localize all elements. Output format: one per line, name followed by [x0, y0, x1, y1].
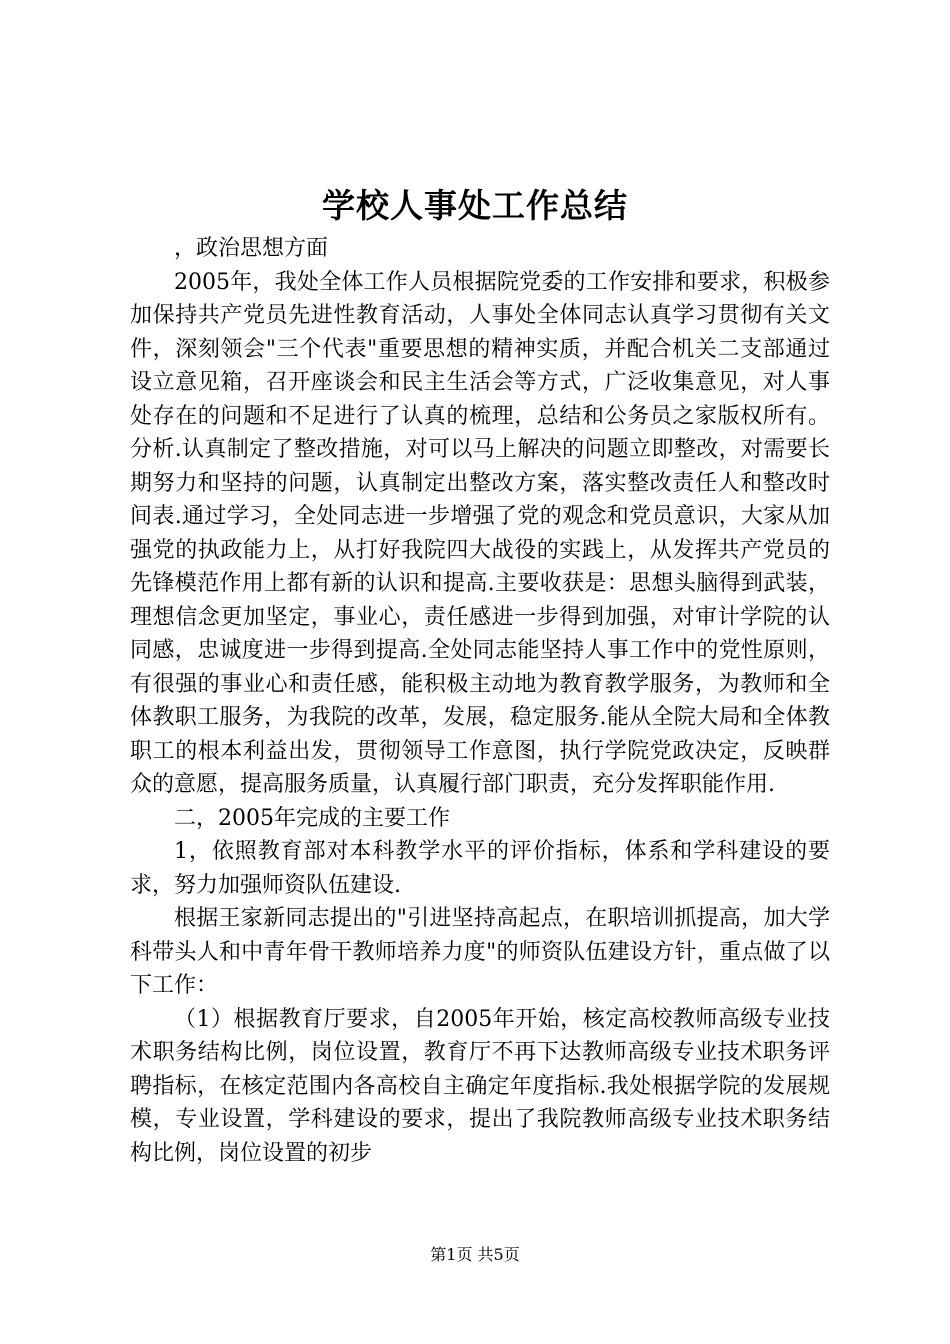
paragraph-main-work-heading: 二，2005年完成的主要工作 — [174, 805, 450, 831]
paragraph-subitem-1: （1）根据教育厅要求，自2005年开始，核定高校教师高级专业技术职务结构比例，岗位设置，教育厅不再下达教师高级专业技术职务评聘指标，在核定范围内各高校自主确定年度指标.我处根据学院的发展规模，专业设置，学科建设的要求，提出了我院教师高级专业技术职务结构比例，岗位设置的初步 — [130, 1006, 830, 1166]
page-footer: 第1页 共5页 — [430, 1245, 520, 1264]
paragraph-item-1: 1，依照教育部对本科教学水平的评价指标，体系和学科建设的要求，努力加强师资队伍建设. — [130, 839, 830, 898]
paragraph-political-heading: ，政治思想方面 — [174, 236, 329, 261]
document-body — [130, 232, 830, 1170]
paragraph-policy: 根据王家新同志提出的"引进坚持高起点，在职培训抓提高，加大学科带头人和中青年骨干教师培养力度"的师资队伍建设方针，重点做了以下工作： — [130, 906, 830, 998]
paragraph-political-content: 2005年，我处全体工作人员根据院党委的工作安排和要求，积极参加保持共产党员先进性教育活动，人事处全体同志认真学习贯彻有关文件，深刻领会"三个代表"重要思想的精神实质，并配合机关二支部通过设立意见箱，召开座谈会和民主生活会等方式，广泛收集意见，对人事处存在的问题和不足进行了认真的梳理，总结和公务员之家版权所有。分析.认真制定了整改措施，对可以马上解决的问题立即整改，对需要长期努力和坚持的问题，认真制定出整改方案，落实整改责任人和整改时间表.通过学习，全处同志进一步增强了党的观念和党员意识，大家从加强党的执政能力上，从打好我院四大战役的实践上，从发挥共产党员的先锋模范作用上都有新的认识和提高.主要收获是：思想头脑得到武装，理想信念更加坚定，事业心，责任感进一步得到加强，对审计学院的认同感，忠诚度进一步得到提高.全处同志能坚持人事工作中的党性原则，有很强的事业心和责任感，能积极主动地为教育教学服务，为教师和全体教职工服务，为我院的改革，发展，稳定服务.能从全院大局和全体教职工的根本利益出发，贯彻领导工作意图，执行学院党政决定，反映群众的意愿，提高服务质量，认真履行部门职责，充分发挥职能作用. — [130, 269, 830, 797]
document-title: 学校人事处工作总结 — [322, 186, 628, 225]
